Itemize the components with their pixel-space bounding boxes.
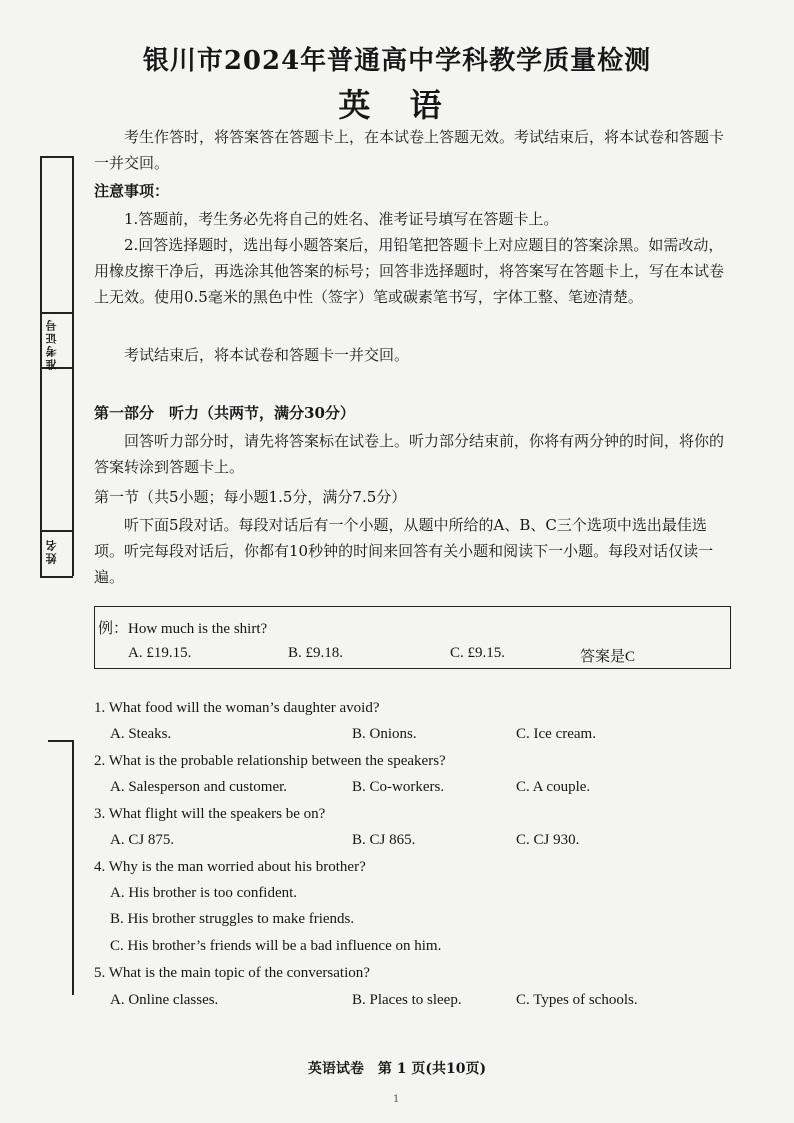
example-option-b: B. £9.18. [288, 645, 344, 661]
question-1-option-c: C. Ice cream. [516, 726, 596, 742]
section1-intro: 听下面5段对话。每段对话后有一个小题，从题中所给的A、B、C三个选项中选出最佳选项。听完每段对话后，你都有10秒钟的时间来回答有关小题和阅读下一小题。每段对话仅读一遍。 [94, 516, 714, 586]
note-2: 2.回答选择题时，选出每小题答案后，用铅笔把答题卡上对应题目的答案涂黑。如需改动，用橡皮擦干净后，再选涂其他答案的标号；回答非选择题时，将答案写在答题卡上，写在本试卷上无效。使用0.5毫米的黑色中性（签字）笔或碳素笔书写，字体工整、笔迹清楚。 [94, 236, 725, 306]
question-3-option-a: A. CJ 875. [110, 832, 175, 848]
question-4-option-b: B. His brother struggles to make friends. [110, 911, 355, 927]
question-3-option-c: C. CJ 930. [516, 832, 580, 848]
question-5-option-c: C. Types of schools. [516, 992, 638, 1008]
exam-title: 银川市2024年普通高中学科教学质量检测 [142, 46, 652, 76]
binding-line-lower-mark [48, 740, 73, 742]
binding-divider-3 [40, 530, 73, 532]
binding-line-left [40, 156, 42, 576]
subject-title: 英 语 [338, 86, 456, 124]
binding-line-right [72, 156, 74, 576]
binding-divider-1 [40, 312, 73, 314]
question-4-option-c: C. His brother’s friends will be a bad influence on him. [110, 938, 442, 954]
example-answer: 答案是C [580, 649, 636, 665]
question-4-stem: 4. Why is the man worried about his brother? [94, 859, 366, 875]
question-1-option-a: A. Steaks. [110, 726, 172, 742]
binding-line-top [40, 156, 73, 158]
example-question: 例：How much is the shirt? [98, 621, 268, 637]
section1-heading: 第一节（共5小题；每小题1.5分，满分7.5分） [94, 488, 407, 506]
question-3-stem: 3. What flight will the speakers be on? [94, 806, 326, 822]
name-label: 姓名 [45, 538, 58, 564]
note-1: 1.答题前，考生务必先将自己的姓名、准考证号填写在答题卡上。 [124, 210, 559, 228]
example-option-c: C. £9.15. [450, 645, 506, 661]
closing-note: 考试结束后，将本试卷和答题卡一并交回。 [124, 346, 410, 364]
exam-number-label: 准考证号 [45, 318, 58, 370]
intro-paragraph: 考生作答时，将答案答在答题卡上，在本试卷上答题无效。考试结束后，将本试卷和答题卡一并交回。 [94, 128, 725, 172]
part1-intro: 回答听力部分时，请先将答案标在试卷上。听力部分结束前，你将有两分钟的时间，将你的答案转涂到答题卡上。 [94, 432, 725, 476]
question-5-stem: 5. What is the main topic of the conversation? [94, 965, 370, 981]
question-3-option-b: B. CJ 865. [352, 832, 416, 848]
question-2-stem: 2. What is the probable relationship between the speakers? [94, 753, 446, 769]
question-1-stem: 1. What food will the woman’s daughter avoid? [94, 700, 380, 716]
question-2-option-a: A. Salesperson and customer. [110, 779, 288, 795]
page-footer: 英语试卷 第 1 页(共10页) [307, 1061, 487, 1077]
binding-line-lower [72, 740, 74, 995]
part1-heading: 第一部分 听力（共两节，满分30分） [94, 404, 355, 422]
page-number: 1 [393, 1094, 400, 1105]
question-5-option-b: B. Places to sleep. [352, 992, 462, 1008]
binding-divider-4 [40, 576, 73, 578]
example-option-a: A. £19.15. [128, 645, 192, 661]
question-4-option-a: A. His brother is too confident. [110, 885, 298, 901]
question-2-option-b: B. Co-workers. [352, 779, 445, 795]
question-5-option-a: A. Online classes. [110, 992, 219, 1008]
question-1-option-b: B. Onions. [352, 726, 417, 742]
question-2-option-c: C. A couple. [516, 779, 591, 795]
notes-heading: 注意事项： [94, 182, 170, 200]
